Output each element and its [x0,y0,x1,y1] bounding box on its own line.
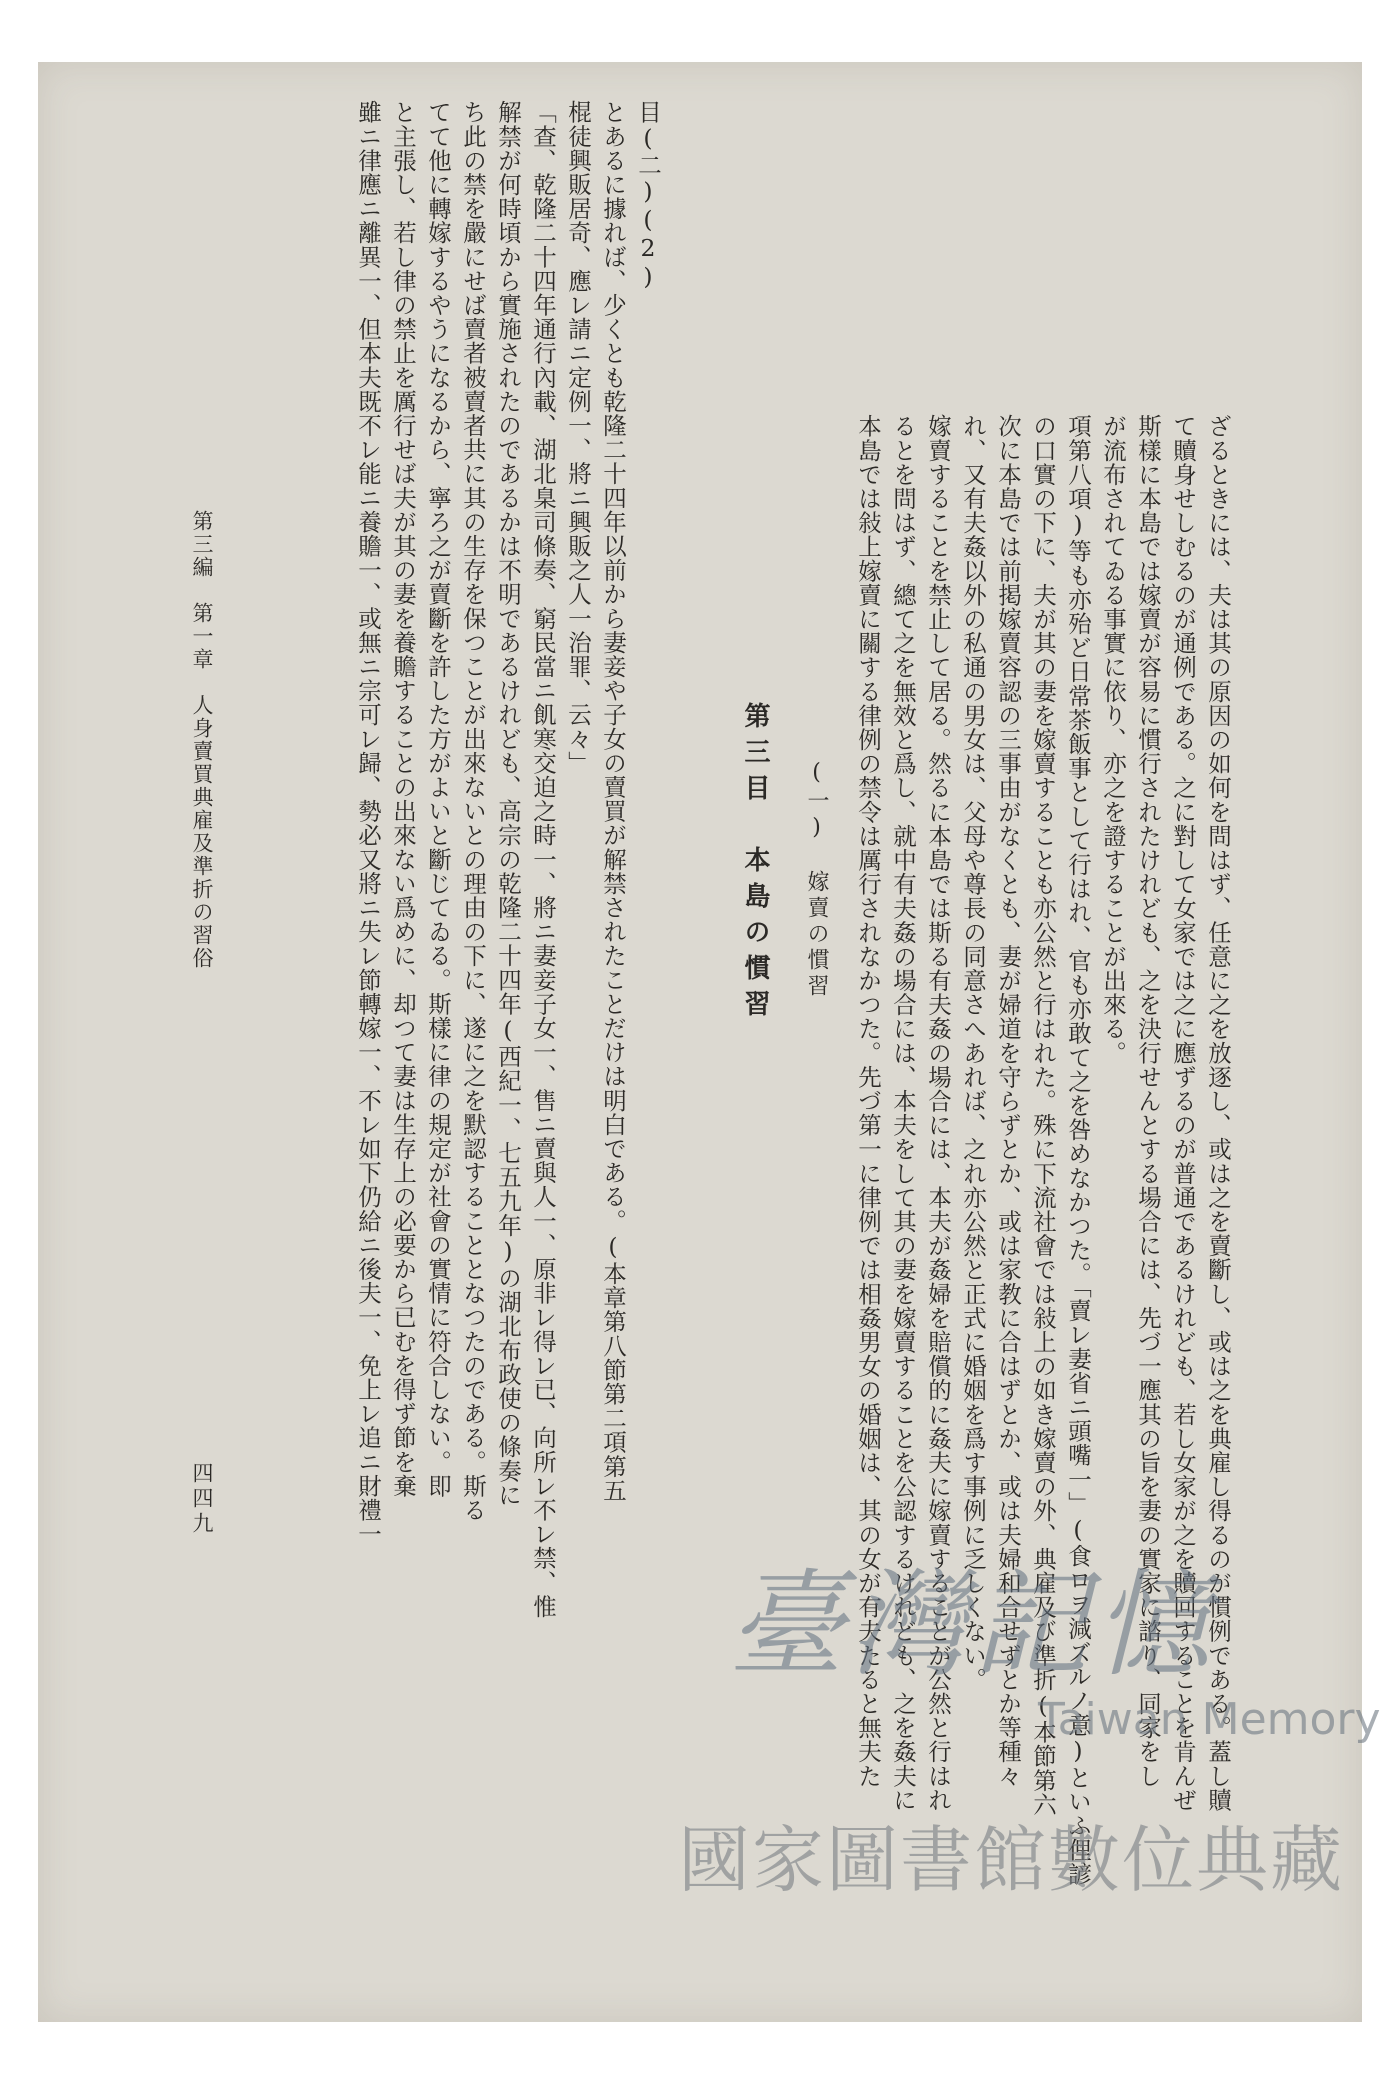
text-column: てて他に轉嫁するやうになるから、寧ろ之が賣斷を許した方がよいと斷じてゐる。斯樣に律の規定が社會の實情に符合しない。即 [424,100,452,1498]
text-column: の口實の下に、夫が其の妻を嫁賣することも亦公然と行はれた。殊に下流社會では敍上の如き嫁賣の外、典雇及び準折(本節第六 [1029,414,1057,1817]
text-column: れ、又有夫姦以外の私通の男女は、父母や尊長の同意さへあれば、之れ亦公然と正式に婚姻を爲す事例に乏しくない。 [959,414,987,1692]
watermark-english: Taiwan Memory [1038,1694,1381,1745]
page-number: 四四九 [190,1462,214,1537]
text-column: 雖ニ律應ニ離異一、但本夫既不レ能ニ養贍一、或無ニ宗可レ歸、勢必又將ニ失レ節轉嫁一、不レ如下仍給ニ後夫一、免上レ追ニ財禮一 [354,100,382,1546]
scanned-page [38,62,1381,2022]
text-column: 本島では敍上嫁賣に關する律例の禁令は厲行されなかつた。先づ第一に律例では相姦男女の婚姻は、其の女が有夫たると無夫た [854,414,882,1788]
text-column: 棍徒興販居奇、應レ請ニ定例一、將ニ興販之人一治罪、云々」 [564,100,592,775]
text-column: とあるに據れば、少くとも乾隆二十四年以前から妻妾や子女の賣買が解禁されたことだけは明白である。(本章第八節第二項第五 [599,100,627,1503]
text-column: が流布されてゐる事實に依り、亦之を證することが出來る。 [1099,414,1127,1065]
text-column: ち此の禁を嚴にせば賣者被賣者共に其の生存を保つことが出來ないとの理由の下に、遂に之を默認することとなつたのである。斯る [459,100,487,1522]
text-column: 解禁が何時頃から實施されたのであるかは不明であるけれども、高宗の乾隆二十四年(西紀一、七五九年)の湖北布政使の條奏に [494,100,522,1507]
text-column: て贖身せしむるのが通例である。之に對して女家では之に應ずるのが普通であるけれども、若し女家が之を贖回することを肯んぜ [1169,414,1197,1812]
text-column: と主張し、若し律の禁止を厲行せば夫が其の妻を養贍することの出來ない爲めに、却つて妻は生存上の必要から已むを得ず節を棄 [389,100,417,1498]
subsection-heading: (一) 嫁賣の慣習 [804,760,829,1000]
text-column: 項第八項)等も亦殆ど日常茶飯事として行はれ、官も亦敢て之を咎めなかつた。「賣レ妻省ニ頭嘴一」(食ロヲ減ズルノ意)といふ俚諺 [1064,414,1092,1886]
text-column: 斯樣に本島では嫁賣が容易に慣行されたけれども、之を決行せんとする場合には、先づ一應其の旨を妻の實家に諮り、同家をし [1134,414,1162,1788]
text-column: 「查、乾隆二十四年通行內載、湖北臬司條奏、窮民當ニ飢寒交迫之時一、將ニ妻妾子女一、售ニ賣與人一、原非レ得レ已、向所レ不レ禁、惟 [529,100,557,1619]
text-column: 目(二)(2) [634,100,662,292]
text-column: 嫁賣することを禁止して居る。然るに本島では斯る有夫姦の場合には、本夫が姦婦を賠償的に姦夫に嫁賣することが公然と行はれ [924,414,952,1812]
text-column: 次に本島では前掲嫁賣容認の三事由がなくとも、妻が婦道を守らずとか、或は家教に合はずとか、或は夫婦和合せずとか等種々 [994,414,1022,1788]
text-column: ざるときには、夫は其の原因の如何を問はず、任意に之を放逐し、或は之を賣斷し、或は之を典雇し得るのが慣例である。蓋し贖 [1204,414,1232,1812]
section-heading: 第三目 本島の慣習 [740,702,770,1026]
text-column: るとを問はず、總て之を無效と爲し、就中有夫姦の場合には、本夫をして其の妻を嫁賣することを公認するけれども、之を姦夫に [889,414,917,1812]
watermark-calligraphy: 臺灣記憶 [728,1558,1216,1693]
watermark-organization: 國家圖書館數位典藏 [678,1818,1345,1902]
running-footer: 第三編 第一章 人身賣買典雇及準折の習俗 [190,510,214,970]
